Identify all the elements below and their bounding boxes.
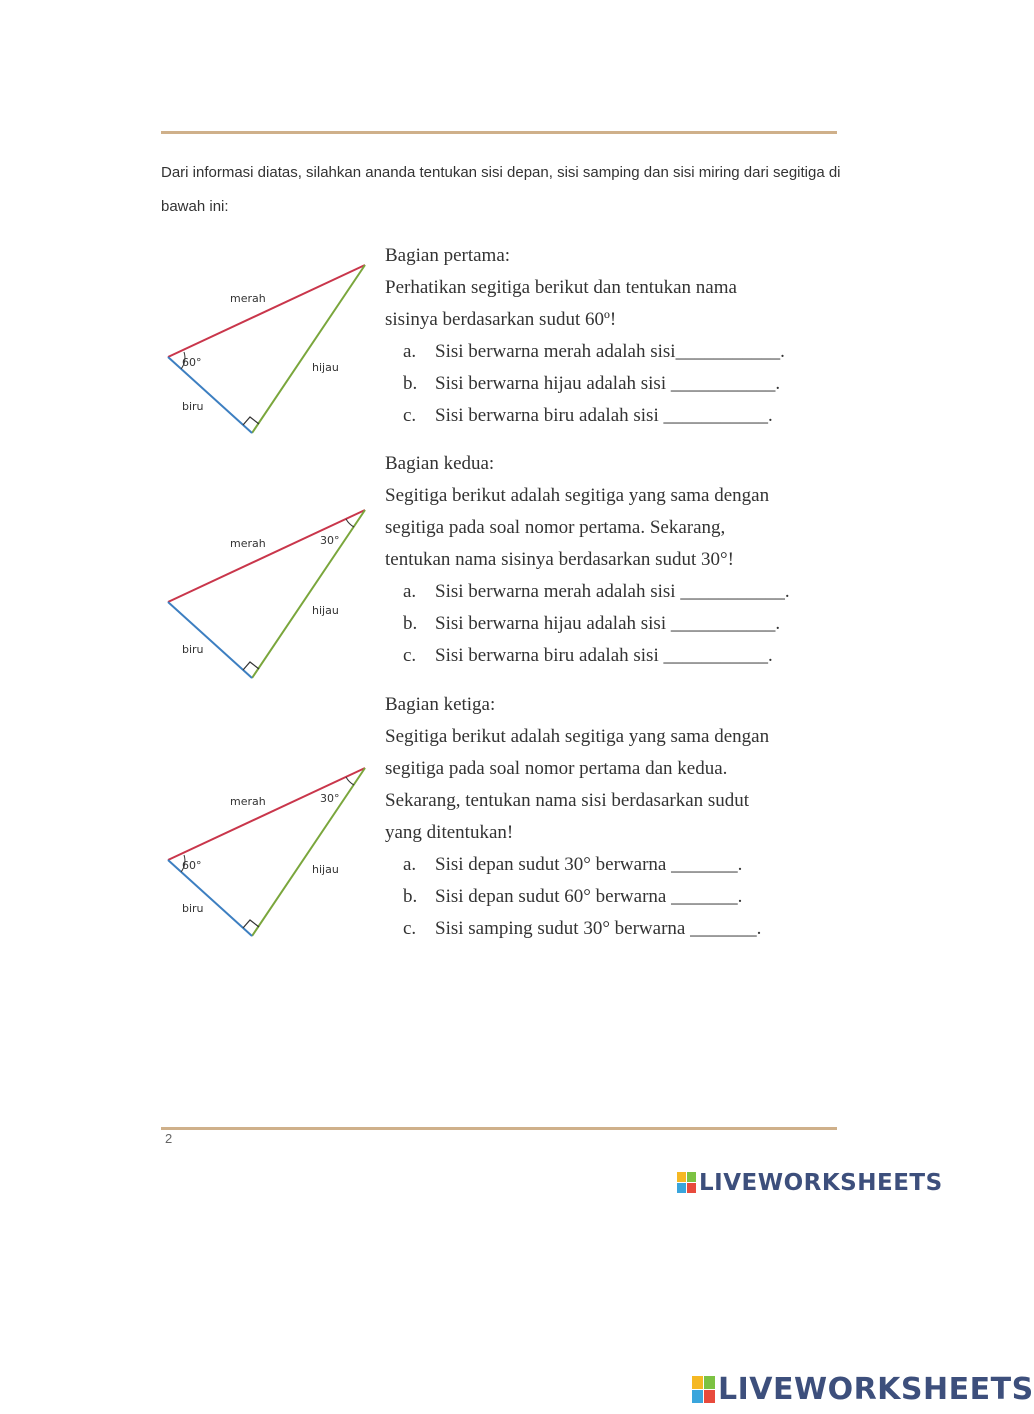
triangle-diagram-1 (160, 255, 375, 445)
item-text: Sisi samping sudut 30° berwarna _______. (435, 918, 762, 939)
label-angle-top: 30° (320, 792, 340, 805)
question-item (385, 336, 815, 368)
logo-text: LIVEWORKSHEETS (699, 1170, 943, 1196)
item-letter: c. (403, 918, 417, 939)
logo-text: LIVEWORKSHEETS (718, 1372, 1034, 1407)
item-text: Sisi berwarna merah adalah sisi___________. (435, 341, 785, 362)
section-body-line: Perhatikan segitiga berikut dan tentukan nama (385, 277, 737, 298)
question-item (385, 881, 815, 913)
section-body-line: Sekarang, tentukan nama sisi berdasarkan sudut (385, 790, 750, 811)
green-side (252, 265, 365, 433)
section-bagian-ketiga (385, 689, 815, 945)
logo-grid-icon (677, 1172, 697, 1194)
section-body-line: sisinya berdasarkan sudut 60º! (385, 309, 617, 330)
item-letter: c. (403, 405, 417, 426)
section-bagian-pertama (385, 240, 815, 432)
item-letter: b. (403, 886, 418, 907)
right-angle-mark (243, 417, 259, 425)
section-body-line: yang ditentukan! (385, 822, 514, 843)
green-side (252, 510, 365, 678)
section-title: Bagian kedua: (385, 453, 495, 474)
bottom-rule (161, 1127, 837, 1130)
label-angle-left: 60° (182, 859, 202, 872)
question-item (385, 576, 815, 608)
label-blue: biru (182, 400, 204, 413)
question-item (385, 913, 815, 945)
item-letter: a. (403, 341, 417, 362)
section-title: Bagian ketiga: (385, 694, 496, 715)
blue-side (168, 860, 252, 936)
blue-side (168, 602, 252, 678)
item-text: Sisi berwarna hijau adalah sisi ___________. (435, 373, 781, 394)
question-item (385, 849, 815, 881)
item-letter: b. (403, 373, 418, 394)
section-body-line: tentukan nama sisinya berdasarkan sudut 30°! (385, 549, 734, 570)
item-letter: b. (403, 613, 418, 634)
item-text: Sisi depan sudut 30° berwarna _______. (435, 854, 743, 875)
label-angle-left: 60° (182, 356, 202, 369)
section-body-line: Segitiga berikut adalah segitiga yang sama dengan (385, 726, 770, 747)
triangle-diagram-3 (160, 758, 375, 948)
triangle-diagram-2 (160, 500, 375, 690)
page-number: 2 (165, 1131, 173, 1146)
label-angle-top: 30° (320, 534, 340, 547)
item-text: Sisi berwarna hijau adalah sisi ___________. (435, 613, 781, 634)
right-angle-mark (243, 662, 259, 670)
section-body-line: segitiga pada soal nomor pertama dan kedua. (385, 758, 728, 779)
question-item (385, 608, 815, 640)
section-body-line: Segitiga berikut adalah segitiga yang sama dengan (385, 485, 770, 506)
section-title: Bagian pertama: (385, 245, 511, 266)
item-text: Sisi berwarna merah adalah sisi ___________. (435, 581, 790, 602)
item-text: Sisi depan sudut 60° berwarna _______. (435, 886, 743, 907)
liveworksheets-logo-footer (692, 1372, 1034, 1407)
question-item (385, 368, 815, 400)
section-body-line: segitiga pada soal nomor pertama. Sekarang, (385, 517, 726, 538)
label-blue: biru (182, 902, 204, 915)
intro-text: Dari informasi diatas, silahkan ananda tentukan sisi depan, sisi samping dan sisi miring dari segitiga di bawah ini: (161, 164, 841, 215)
right-angle-mark (243, 920, 259, 928)
blue-side (168, 357, 252, 433)
label-green: hijau (312, 604, 339, 617)
item-letter: a. (403, 581, 417, 602)
label-green: hijau (312, 863, 339, 876)
green-side (252, 768, 365, 936)
red-side (168, 768, 365, 860)
question-item (385, 640, 815, 672)
red-side (168, 265, 365, 357)
item-letter: c. (403, 645, 417, 666)
label-blue: biru (182, 643, 204, 656)
liveworksheets-logo (677, 1170, 943, 1196)
label-red: merah (230, 795, 266, 808)
question-item (385, 400, 815, 432)
label-green: hijau (312, 361, 339, 374)
logo-grid-icon (692, 1376, 716, 1404)
red-side (168, 510, 365, 602)
label-red: merah (230, 292, 266, 305)
item-letter: a. (403, 854, 417, 875)
item-text: Sisi berwarna biru adalah sisi ___________. (435, 645, 773, 666)
section-bagian-kedua (385, 448, 815, 672)
label-red: merah (230, 537, 266, 550)
top-rule (161, 131, 837, 134)
item-text: Sisi berwarna biru adalah sisi ___________. (435, 405, 773, 426)
